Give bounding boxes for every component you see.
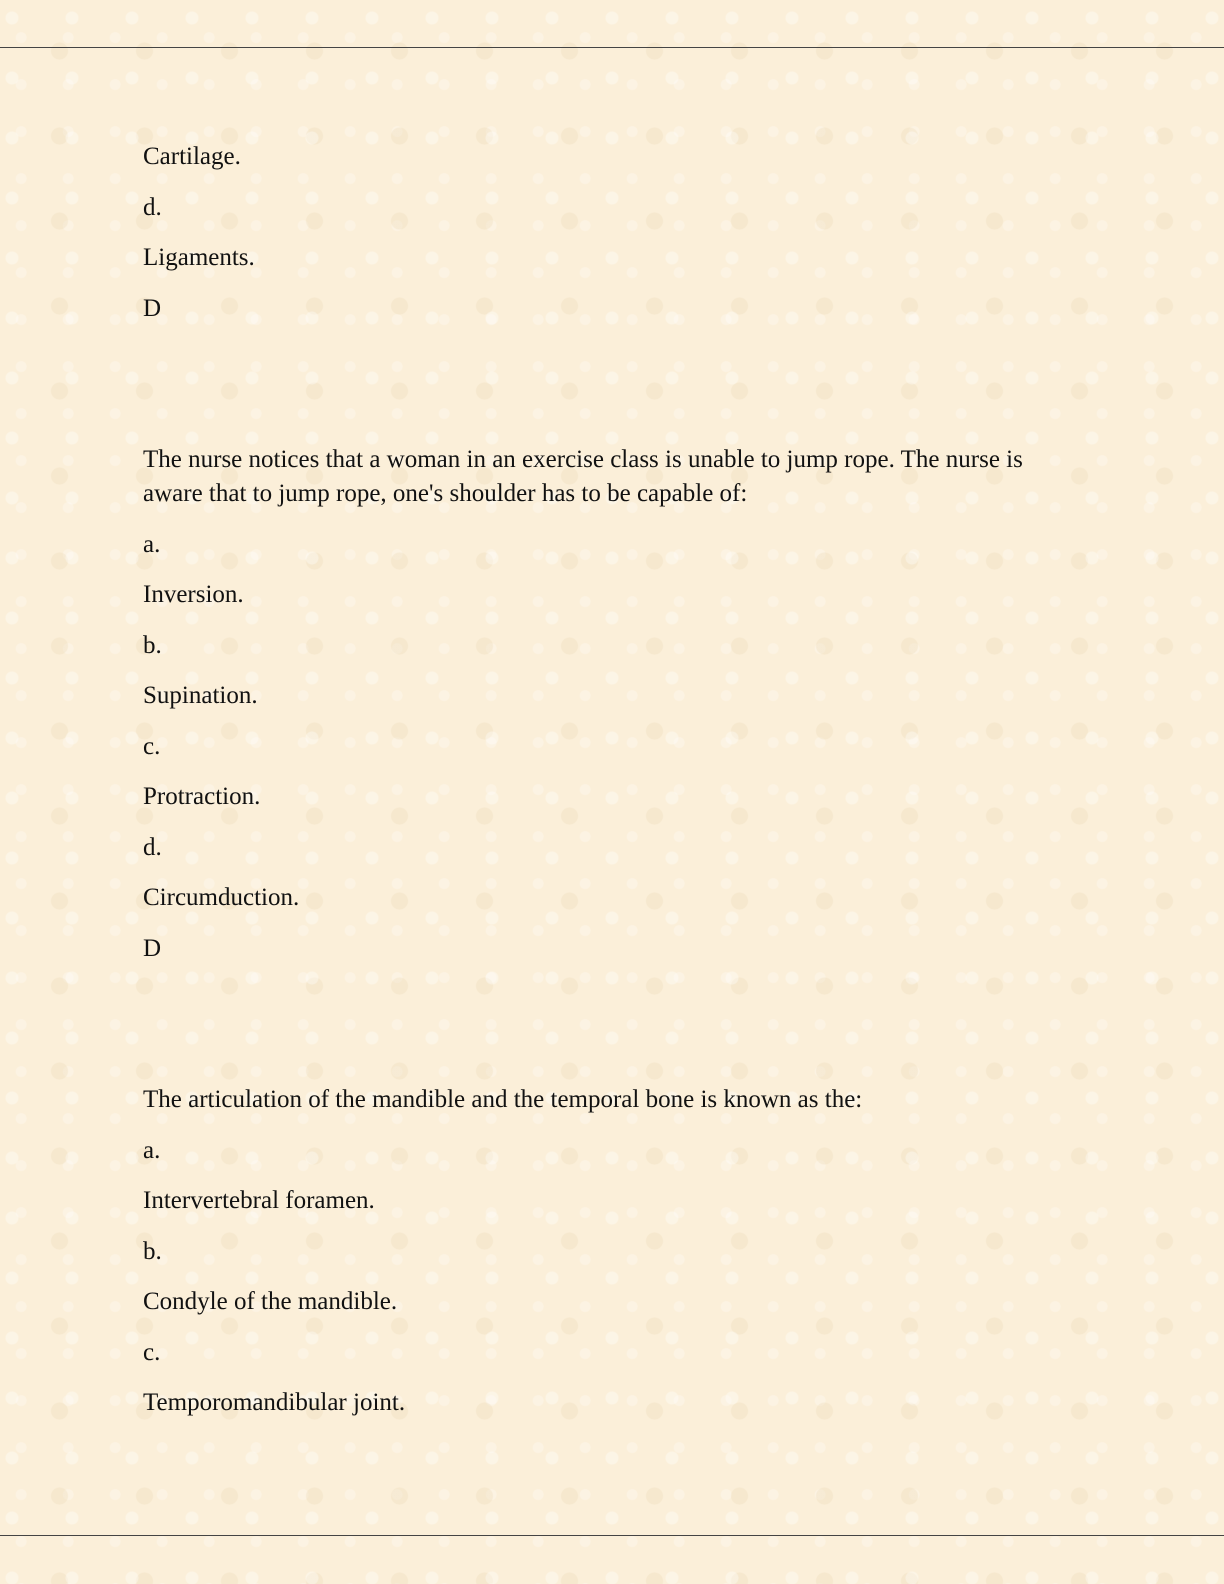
question-block-previous bbox=[143, 140, 1043, 326]
option-letter: d. bbox=[143, 193, 162, 221]
question-text: The nurse notices that a woman in an exercise class is unable to jump rope. The nurse is aware that to jump rope, one's shoulder has to be capable of: bbox=[143, 446, 1023, 507]
option-letter: d. bbox=[143, 833, 162, 861]
option-letter: c. bbox=[143, 732, 161, 760]
document-body bbox=[143, 140, 1043, 1437]
answer-key: D bbox=[143, 294, 162, 322]
option-text: Condyle of the mandible. bbox=[143, 1288, 398, 1315]
option-letter: c. bbox=[143, 1338, 161, 1366]
question-block-shoulder bbox=[143, 443, 1043, 966]
footer-rule bbox=[0, 1535, 1224, 1536]
option-text: Ligaments. bbox=[143, 244, 255, 271]
option-text: Protraction. bbox=[143, 783, 261, 810]
option-text: Temporomandibular joint. bbox=[143, 1389, 406, 1416]
spacer bbox=[143, 342, 1043, 443]
question-block-mandible bbox=[143, 1083, 1043, 1420]
option-text: Inversion. bbox=[143, 581, 244, 608]
option-text: Supination. bbox=[143, 682, 258, 709]
header-rule bbox=[0, 47, 1224, 48]
option-text: Circumduction. bbox=[143, 884, 300, 911]
option-text: Intervertebral foramen. bbox=[143, 1187, 375, 1214]
option-letter: a. bbox=[143, 530, 161, 558]
option-letter: b. bbox=[143, 1237, 162, 1265]
option-letter: a. bbox=[143, 1136, 161, 1164]
option-text: Cartilage. bbox=[143, 143, 241, 170]
answer-key: D bbox=[143, 934, 162, 962]
option-letter: b. bbox=[143, 631, 162, 659]
question-text: The articulation of the mandible and the temporal bone is known as the: bbox=[143, 1086, 863, 1113]
spacer bbox=[143, 982, 1043, 1083]
